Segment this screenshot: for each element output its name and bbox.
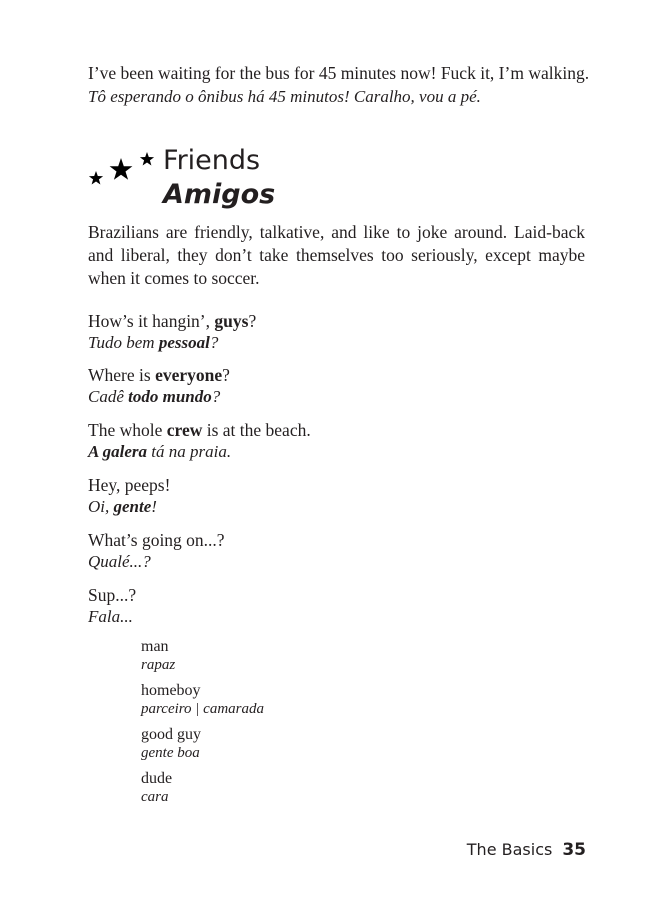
- phrase-item: [88, 311, 256, 353]
- phrase-english: Sup...?: [88, 585, 137, 605]
- section-title-portuguese: Amigos: [163, 179, 276, 210]
- phrase-portuguese: Fala...: [88, 607, 133, 626]
- star-large-icon: [110, 158, 133, 180]
- section-paragraph: Brazilians are friendly, talkative, and like to joke around. Laid-back and liberal, they don’t take themselves too seriously, except maybe when it comes to soccer.: [88, 222, 585, 288]
- sub-phrase-portuguese: gente boa: [141, 745, 200, 761]
- sub-phrase-portuguese: parceiro | camarada: [141, 701, 264, 717]
- sub-phrase-english: man: [141, 638, 169, 655]
- phrase-portuguese: Oi, gente!: [88, 497, 157, 516]
- star-small-icon: [140, 152, 154, 166]
- phrase-item: [88, 365, 230, 407]
- sub-phrase-english: good guy: [141, 726, 201, 743]
- sub-phrase-portuguese: rapaz: [141, 657, 176, 673]
- intro-portuguese: Tô esperando o ônibus há 45 minutos! Caralho, vou a pé.: [88, 87, 481, 106]
- sub-phrase-item: [141, 681, 264, 719]
- sub-phrase-item: [141, 725, 201, 763]
- phrase-english: How’s it hangin’, guys?: [88, 311, 257, 331]
- phrase-portuguese: Qualé...?: [88, 552, 151, 571]
- page-footer: [467, 840, 586, 860]
- phrase-item: [88, 420, 311, 462]
- section-title-english: Friends: [163, 145, 261, 176]
- phrase-english: What’s going on...?: [88, 530, 225, 550]
- star-small-icon: [89, 171, 103, 185]
- page-number: 35: [562, 840, 586, 860]
- phrase-portuguese: Tudo bem pessoal?: [88, 333, 219, 352]
- phrase-portuguese: A galera tá na praia.: [88, 442, 232, 461]
- phrase-portuguese: Cadê todo mundo?: [88, 387, 221, 406]
- phrase-item: [88, 475, 170, 517]
- phrase-english: Where is everyone?: [88, 365, 230, 385]
- footer-section-name: The Basics: [466, 840, 553, 859]
- star-rating-icon: [88, 148, 158, 188]
- sub-phrase-item: [141, 637, 175, 675]
- sub-phrase-portuguese: cara: [141, 789, 169, 805]
- phrase-item: [88, 530, 225, 572]
- difficulty-stars: [88, 148, 158, 188]
- phrase-english: The whole crew is at the beach.: [88, 420, 311, 440]
- intro-english: I’ve been waiting for the bus for 45 minutes now! Fuck it, I’m walking.: [88, 63, 590, 83]
- phrase-english: Hey, peeps!: [88, 475, 171, 495]
- sub-phrase-item: [141, 769, 172, 807]
- sub-phrase-english: dude: [141, 770, 173, 787]
- sub-phrase-english: homeboy: [141, 682, 201, 699]
- phrase-item: [88, 585, 136, 627]
